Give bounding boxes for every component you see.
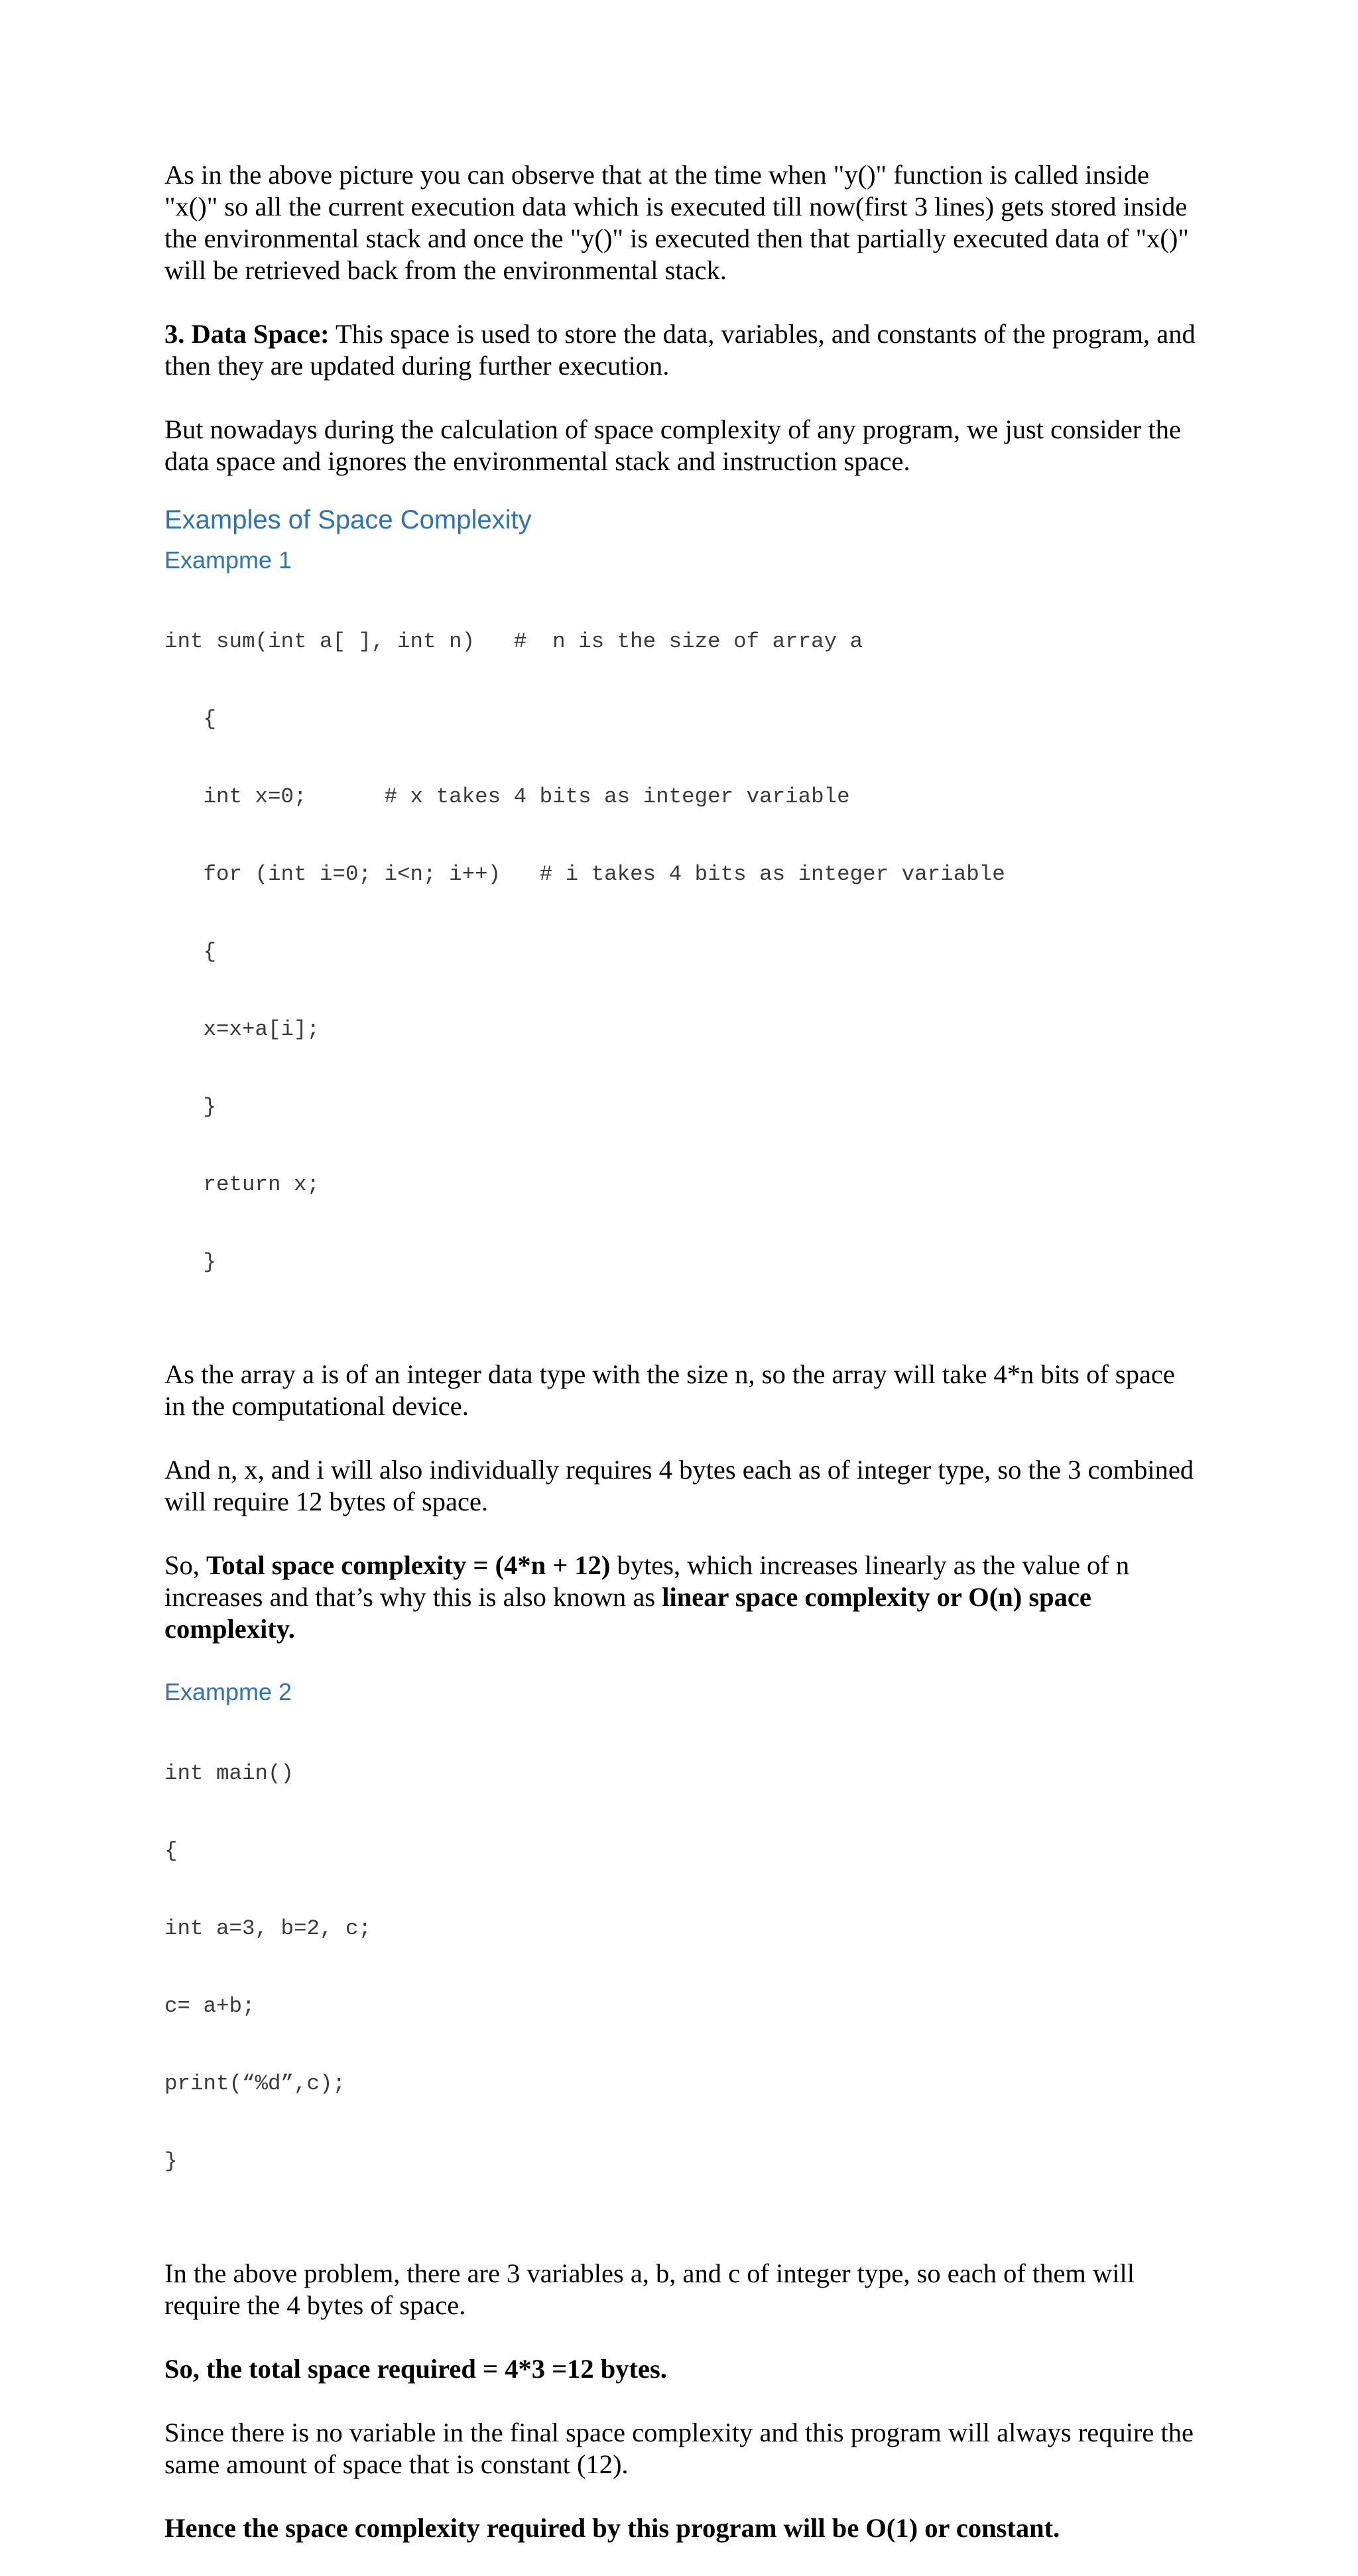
code-line: c= a+b;	[164, 1994, 255, 2018]
code-line: for (int i=0; i<n; i++) # i takes 4 bits as integer variable	[164, 862, 1005, 887]
paragraph-array-size: As the array a is of an integer data type with the size n, so the array will take 4*n bits of space in the computational device.	[164, 1359, 1175, 1421]
data-space-term: 3. Data Space:	[164, 319, 330, 349]
code-line: int main()	[164, 1761, 294, 1786]
paragraph-constant-complexity: Hence the space complexity required by this program will be O(1) or constant.	[164, 2513, 1060, 2543]
paragraph-variables-bytes: And n, x, and i will also individually requires 4 bytes each as of integer type, so the 3 combined will require 12 bytes of space.	[164, 1455, 1194, 1516]
paragraph-no-variable: Since there is no variable in the final space complexity and this program will always require the same amount of space that is constant (12).	[164, 2418, 1194, 2479]
paragraph-three-variables: In the above problem, there are 3 variables a, b, and c of integer type, so each of them will require the 4 bytes of space.	[164, 2258, 1135, 2320]
code-line: return x;	[164, 1172, 320, 1197]
example-2-heading: Exampme 2	[164, 1678, 292, 1705]
code-line: {	[164, 707, 217, 731]
code-line: {	[164, 1839, 178, 1863]
code-line: int a=3, b=2, c;	[164, 1916, 372, 1941]
paragraph-environmental-stack: As in the above picture you can observe that at the time when "y()" function is called inside "x()" so all the current execution data which is executed till now(first 3 lines) gets stored inside the environmental stack and once the "y()" is executed then that partially executed data of "x()" will be retrieved back from the environmental stack.	[164, 160, 1189, 285]
paragraph-nowadays: But nowadays during the calculation of space complexity of any program, we just consider the data space and ignores the environmental stack and instruction space.	[164, 414, 1181, 476]
code-line: }	[164, 1095, 217, 1119]
linear-complexity-term: linear space complexity or O(n) space complexity.	[164, 1582, 1091, 1644]
paragraph-total-space-required: So, the total space required = 4*3 =12 bytes.	[164, 2354, 667, 2384]
code-line: int sum(int a[ ], int n) # n is the size of array a	[164, 629, 863, 654]
code-block-example-2	[164, 1709, 1199, 2226]
text-run: So,	[164, 1550, 207, 1580]
total-space-formula: Total space complexity = (4*n + 12)	[206, 1550, 611, 1580]
code-line: int x=0; # x takes 4 bits as integer variable	[164, 784, 850, 809]
section-heading: Examples of Space Complexity	[164, 505, 532, 534]
data-space-description: This space is used to store the data, variables, and constants of the program, and then they are updated during further execution.	[164, 319, 1196, 381]
text-run: bytes, which increases linearly as the value of n increases and that’s why this is also known as	[164, 1550, 1130, 1612]
document-body	[164, 159, 1199, 2576]
code-line: print(“%d”,c);	[164, 2071, 346, 2096]
code-line: x=x+a[i];	[164, 1017, 320, 1042]
code-block-example-1	[164, 577, 1199, 1327]
code-line: }	[164, 2149, 178, 2174]
paragraph-total-space-linear	[164, 1550, 1199, 1645]
code-line: }	[164, 1250, 217, 1274]
paragraph-data-space	[164, 318, 1199, 382]
example-1-heading: Exampme 1	[164, 546, 292, 574]
code-line: {	[164, 940, 217, 964]
